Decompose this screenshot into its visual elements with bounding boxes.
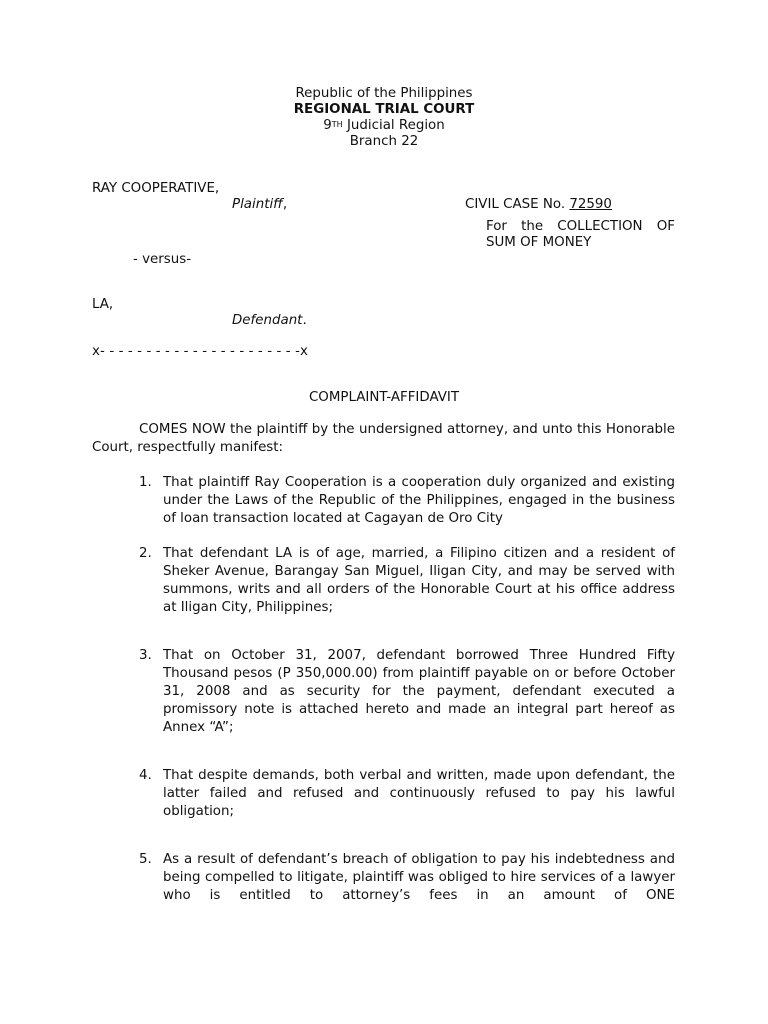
- paragraph-2: [139, 545, 675, 617]
- caption-separator: x- - - - - - - - - - - - - - - - - - - - - -x: [92, 344, 309, 359]
- paragraph-text: That on October 31, 2007, defendant borrowed Three Hundred Fifty Thousand pesos (P 350,000.00) from plaintiff payable on or before October 31, 2008 and as security for the payment, defendant executed a promissory note is attached hereto and made an integral part hereof as Annex “A”;: [163, 648, 675, 735]
- case-number: 72590: [569, 197, 612, 212]
- civil-case-number: [465, 197, 612, 212]
- paragraph-5: [139, 851, 675, 905]
- paragraph-text: That plaintiff Ray Cooperation is a cooperation duly organized and existing under the Laws of the Republic of the Philippines, engaged in the business of loan transaction located at Cagayan de Oro City: [163, 475, 675, 526]
- region-ordinal: 9: [323, 118, 332, 133]
- plaintiff-name: RAY COOPERATIVE,: [92, 181, 220, 196]
- defendant-role-label: Defendant: [232, 313, 303, 328]
- case-nature-line1: For the COLLECTION OF: [486, 219, 675, 234]
- defendant-name: LA,: [92, 297, 114, 312]
- intro-paragraph: COMES NOW the plaintiff by the undersigned attorney, and unto this Honorable Court, respectfully manifest:: [92, 422, 675, 455]
- judicial-region: [0, 118, 768, 134]
- paragraph-number: 5.: [139, 852, 152, 867]
- paragraph-number: 1.: [139, 475, 152, 490]
- court-name: REGIONAL TRIAL COURT: [293, 102, 475, 117]
- paragraph-1: [139, 474, 675, 528]
- paragraph-text: That despite demands, both verbal and written, made upon defendant, the latter failed and refused and continuously refused to pay his lawful obligation;: [163, 768, 675, 819]
- plaintiff-role-label: Plaintiff: [232, 197, 283, 212]
- branch-line: Branch 22: [349, 134, 419, 149]
- plaintiff-role: [232, 197, 287, 212]
- paragraph-number: 2.: [139, 546, 152, 561]
- defendant-role: [232, 313, 307, 328]
- defendant-role-punct: .: [302, 313, 307, 328]
- document-title: COMPLAINT-AFFIDAVIT: [308, 390, 460, 405]
- court-header: [0, 86, 768, 150]
- republic-line: Republic of the Philippines: [295, 86, 473, 101]
- region-label: Judicial Region: [342, 118, 445, 133]
- paragraph-number: 4.: [139, 768, 152, 783]
- case-nature-line2: SUM OF MONEY: [486, 235, 592, 250]
- paragraph-text: That defendant LA is of age, married, a Filipino citizen and a resident of Sheker Avenue, Barangay San Miguel, Iligan City, and may be served with summons, writs and all orders of the Honorable Court at his office address at Iligan City, Philippines;: [163, 546, 675, 615]
- versus: - versus-: [133, 252, 192, 267]
- region-ordinal-suffix: TH: [331, 120, 343, 129]
- paragraph-3: [139, 647, 675, 737]
- case-label: CIVIL CASE No.: [465, 197, 570, 212]
- plaintiff-role-punct: ,: [282, 197, 288, 212]
- paragraph-text: As a result of defendant’s breach of obligation to pay his indebtedness and being compelled to litigate, plaintiff was obliged to hire services of a lawyer who is entitled to attorney’s fees in an amount of ONE: [163, 852, 675, 903]
- paragraph-4: [139, 767, 675, 821]
- paragraph-number: 3.: [139, 648, 152, 663]
